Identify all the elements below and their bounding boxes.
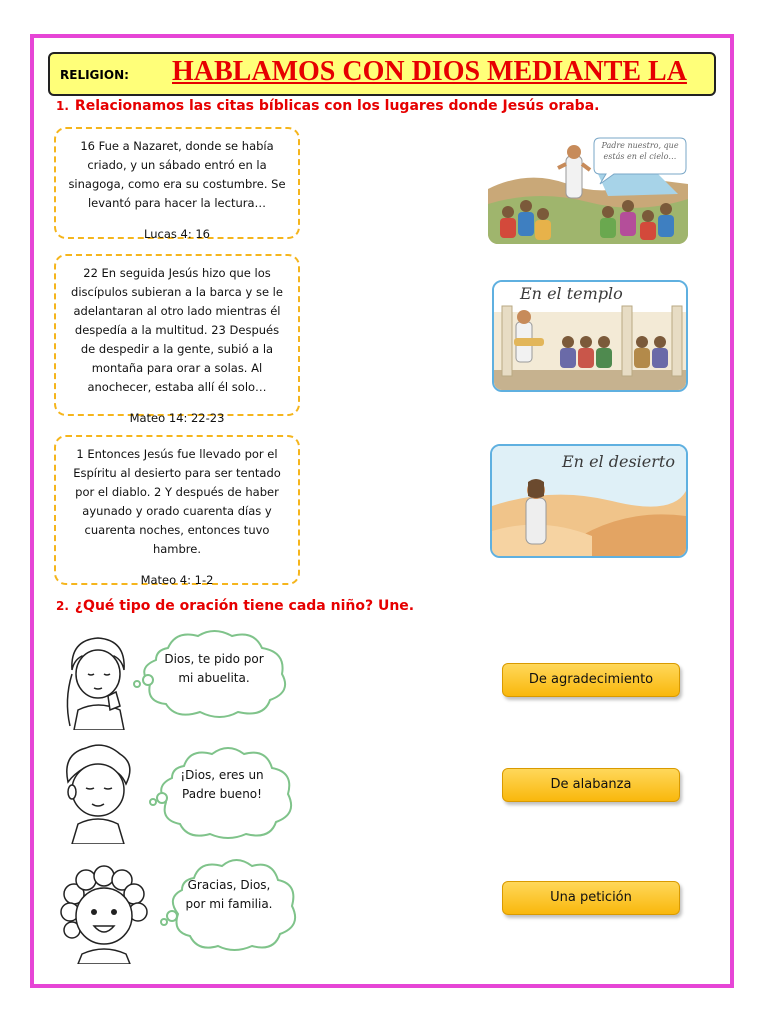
answer-agradecimiento[interactable]: De agradecimiento bbox=[502, 663, 680, 697]
quote-text-2: 22 En seguida Jesús hizo que los discípulos subieran a la barca y se le adelantaran al otro lado mientras él despedía a la multitud. 23 Después de despedir a la gente, subió a la montaña para orar a solas. Al anochecer, estaba allí él solo… bbox=[71, 266, 283, 394]
section-1-number: 1. bbox=[56, 99, 69, 113]
temple-illustration bbox=[492, 280, 688, 392]
section-2-title: ¿Qué tipo de oración tiene cada niño? Une. bbox=[74, 598, 415, 614]
quote-ref-3: Mateo 4: 1-2 bbox=[140, 573, 214, 587]
page-title: HABLAMOS CON DIOS MEDIANTE LA bbox=[172, 56, 687, 87]
quote-text-3: 1 Entonces Jesús fue llevado por el Espíritu al desierto para ser tentado por el diablo. 2 Y después de haber ayunado y orado cuarenta días y cuarenta noches, entonces tuvo hambre. bbox=[73, 447, 281, 556]
subject-label: RELIGION: bbox=[60, 68, 129, 82]
answer-alabanza[interactable]: De alabanza bbox=[502, 768, 680, 802]
section-1-heading bbox=[56, 98, 599, 114]
quote-card-2 bbox=[54, 254, 300, 425]
quote-text-1: 16 Fue a Nazaret, donde se había criado, y un sábado entró en la sinagoga, como era su costumbre. Se levantó para hacer la lectura… bbox=[68, 139, 286, 210]
quote-card-3 bbox=[54, 435, 300, 585]
prayer-text-2: ¡Dios, eres un Padre bueno! bbox=[180, 768, 264, 801]
temple-caption: En el templo bbox=[520, 284, 623, 303]
prayer-text-1: Dios, te pido por mi abuelita. bbox=[164, 652, 264, 685]
smiling-girl-icon bbox=[56, 864, 152, 964]
quote-ref-1: Lucas 4: 16 bbox=[144, 227, 210, 241]
jesus-mountain-illustration bbox=[488, 134, 688, 244]
section-1-title: Relacionamos las citas bíblicas con los lugares donde Jesús oraba. bbox=[74, 98, 600, 114]
desert-illustration bbox=[490, 444, 688, 558]
praying-girl-icon bbox=[58, 630, 138, 730]
quote-card-1 bbox=[54, 127, 300, 239]
prayer-text-3: Gracias, Dios, por mi familia. bbox=[185, 878, 273, 911]
boy-eyes-closed-icon bbox=[56, 740, 138, 844]
section-2-number: 2. bbox=[56, 599, 69, 613]
mountain-speech-text: Padre nuestro, que estás en el cielo… bbox=[601, 141, 679, 161]
answer-peticion[interactable]: Una petición bbox=[502, 881, 680, 915]
quote-ref-2: Mateo 14: 22-23 bbox=[129, 411, 225, 425]
section-2-heading bbox=[56, 598, 414, 614]
desert-caption: En el desierto bbox=[562, 452, 675, 471]
mountain-scene-icon bbox=[488, 134, 688, 244]
